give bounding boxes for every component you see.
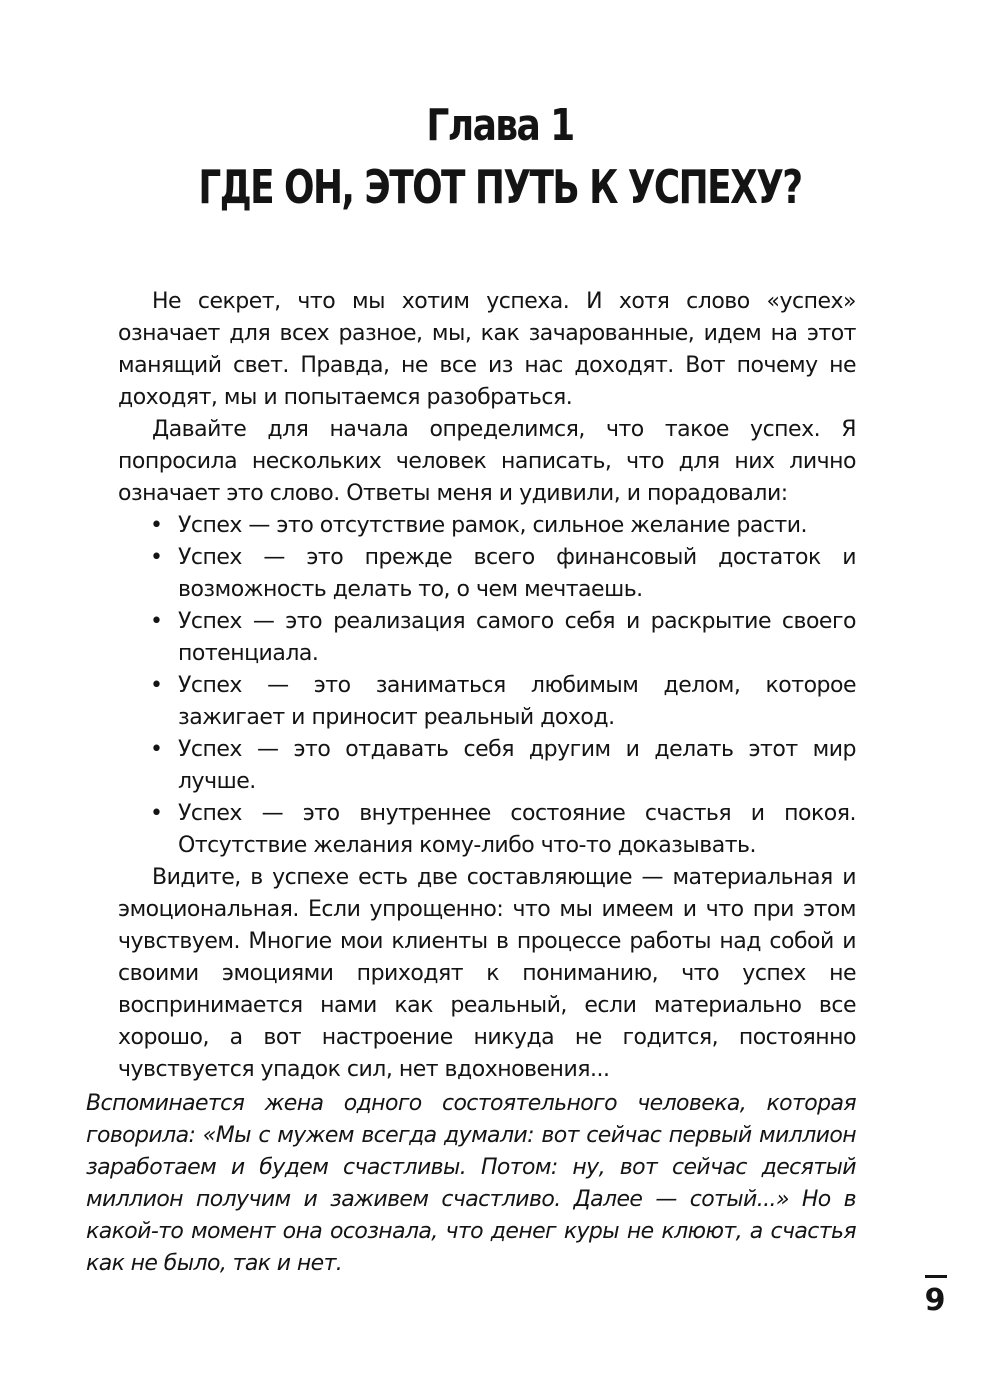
bullet-icon: • <box>150 545 163 570</box>
list-item-text: Успех — это заниматься любимым делом, которое зажигает и приносит реальный доход. <box>178 673 856 730</box>
paragraph-components: Видите, в успехе есть две составляющие — материальная и эмоциональная. Если упрощенно: что мы имеем и что при этом чувствуем. Многие мои клиенты в процессе работы над собой и своими эмоциями приходят к пониманию, что успех не воспринимается нами как реальный, если материально все хорошо, а вот настроение никуда не годится, постоянно чувствуется упадок сил, нет вдохновения... <box>118 865 856 1082</box>
list-item-text: Успех — это внутреннее состояние счастья и покоя. Отсутствие желания кому-либо что-то доказывать. <box>178 801 856 858</box>
bullet-icon: • <box>150 673 163 698</box>
success-definitions-list <box>118 510 856 862</box>
bullet-icon: • <box>150 801 163 826</box>
bullet-icon: • <box>150 513 163 538</box>
list-item-text: Успех — это прежде всего финансовый достаток и возможность делать то, о чем мечтаешь. <box>178 545 856 602</box>
list-item <box>118 734 856 798</box>
italic-anecdote: Вспоминается жена одного состоятельного человека, которая говорила: «Мы с мужем всегда думали: вот сейчас первый миллион заработаем и будем счастливы. Потом: ну, вот сейчас десятый миллион получим и заживем счастливо. Далее — сотый...» Но в какой-то момент она осознала, что денег куры не клюют, а счастья как не было, так и нет. <box>86 1091 856 1276</box>
list-item <box>118 798 856 862</box>
page-number: 9 <box>924 1283 946 1318</box>
bullet-icon: • <box>150 609 163 634</box>
list-item-text: Успех — это отдавать себя другим и делать этот мир лучше. <box>178 737 856 794</box>
paragraph-intro: Не секрет, что мы хотим успеха. И хотя слово «успех» означает для всех разное, мы, как зачарованные, идем на этот манящий свет. Правда, не все из нас доходят. Вот почему не доходят, мы и попытаемся разобраться. <box>118 289 856 410</box>
list-item <box>118 542 856 606</box>
list-item-text: Успех — это отсутствие рамок, сильное желание расти. <box>178 513 808 538</box>
body-text <box>118 286 856 1086</box>
paragraph-definition: Давайте для начала определимся, что такое успех. Я попросила нескольких человек написать, что для них лично означает это слово. Ответы меня и удивили, и порадовали: <box>118 417 856 506</box>
chapter-label: Глава 1 <box>426 100 574 151</box>
list-item-text: Успех — это реализация самого себя и раскрытие своего потенциала. <box>178 609 856 666</box>
list-item <box>118 670 856 734</box>
bullet-icon: • <box>150 737 163 762</box>
list-item <box>118 606 856 670</box>
list-item <box>118 510 856 542</box>
page-number-rule <box>925 1275 947 1278</box>
chapter-title: ГДЕ ОН, ЭТОТ ПУТЬ К УСПЕХУ? <box>198 160 802 214</box>
